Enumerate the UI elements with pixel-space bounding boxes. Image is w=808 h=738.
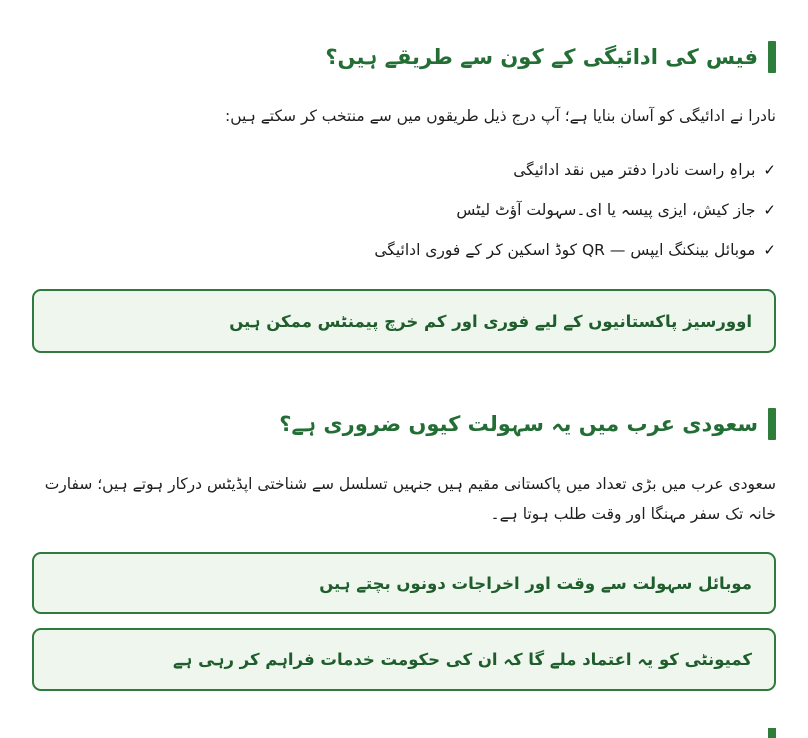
payment-methods-list [374,150,776,270]
section1-title: فیس کی ادائیگی کے کون سے طریقے ہیں؟ [325,45,758,69]
heading-accent-bar [768,408,776,440]
callout-text: اوورسیز پاکستانیوں کے لیے فوری اور کم خرچ پیمنٹس ممکن ہیں [229,311,752,331]
section1-heading [325,41,776,73]
list-item-text: جاز کیش، ایزی پیسہ یا ای۔سہولت آؤٹ لیٹس [456,201,756,219]
section2-title: سعودی عرب میں یہ سہولت کیوں ضروری ہے؟ [279,412,758,436]
check-icon: ✓ [763,241,776,259]
list-item [374,230,776,270]
list-item-text: براہِ راست نادرا دفتر میں نقد ادائیگی [513,161,756,179]
community-trust-callout [32,628,776,691]
section2-paragraph: سعودی عرب میں بڑی تعداد میں پاکستانی مقیم ہیں جنہیں تسلسل سے شناختی اپڈیٹس درکار ہوتے ہیں؛ سفارت خانہ تک سفر مہنگا اور وقت طلب ہوتا ہے۔ [44,475,776,523]
overseas-callout [32,289,776,353]
section2-heading [279,408,776,440]
list-item [374,150,776,190]
list-item [374,190,776,230]
callout-text: کمیونٹی کو یہ اعتماد ملے گا کہ ان کی حکومت خدمات فراہم کر رہی ہے [173,650,752,669]
heading-accent-bar [768,41,776,73]
time-saving-callout [32,552,776,614]
section1-intro: نادرا نے ادائیگی کو آسان بنایا ہے؛ آپ درج ذیل طریقوں میں سے منتخب کر سکتے ہیں: [225,107,776,125]
check-icon: ✓ [763,201,776,219]
check-icon: ✓ [763,161,776,179]
callout-text: موبائل سہولت سے وقت اور اخراجات دونوں بچتے ہیں [319,573,752,593]
list-item-text: موبائل بینکنگ ایپس — QR کوڈ اسکین کر کے فوری ادائیگی [374,241,756,259]
next-heading-accent-bar [768,728,776,738]
